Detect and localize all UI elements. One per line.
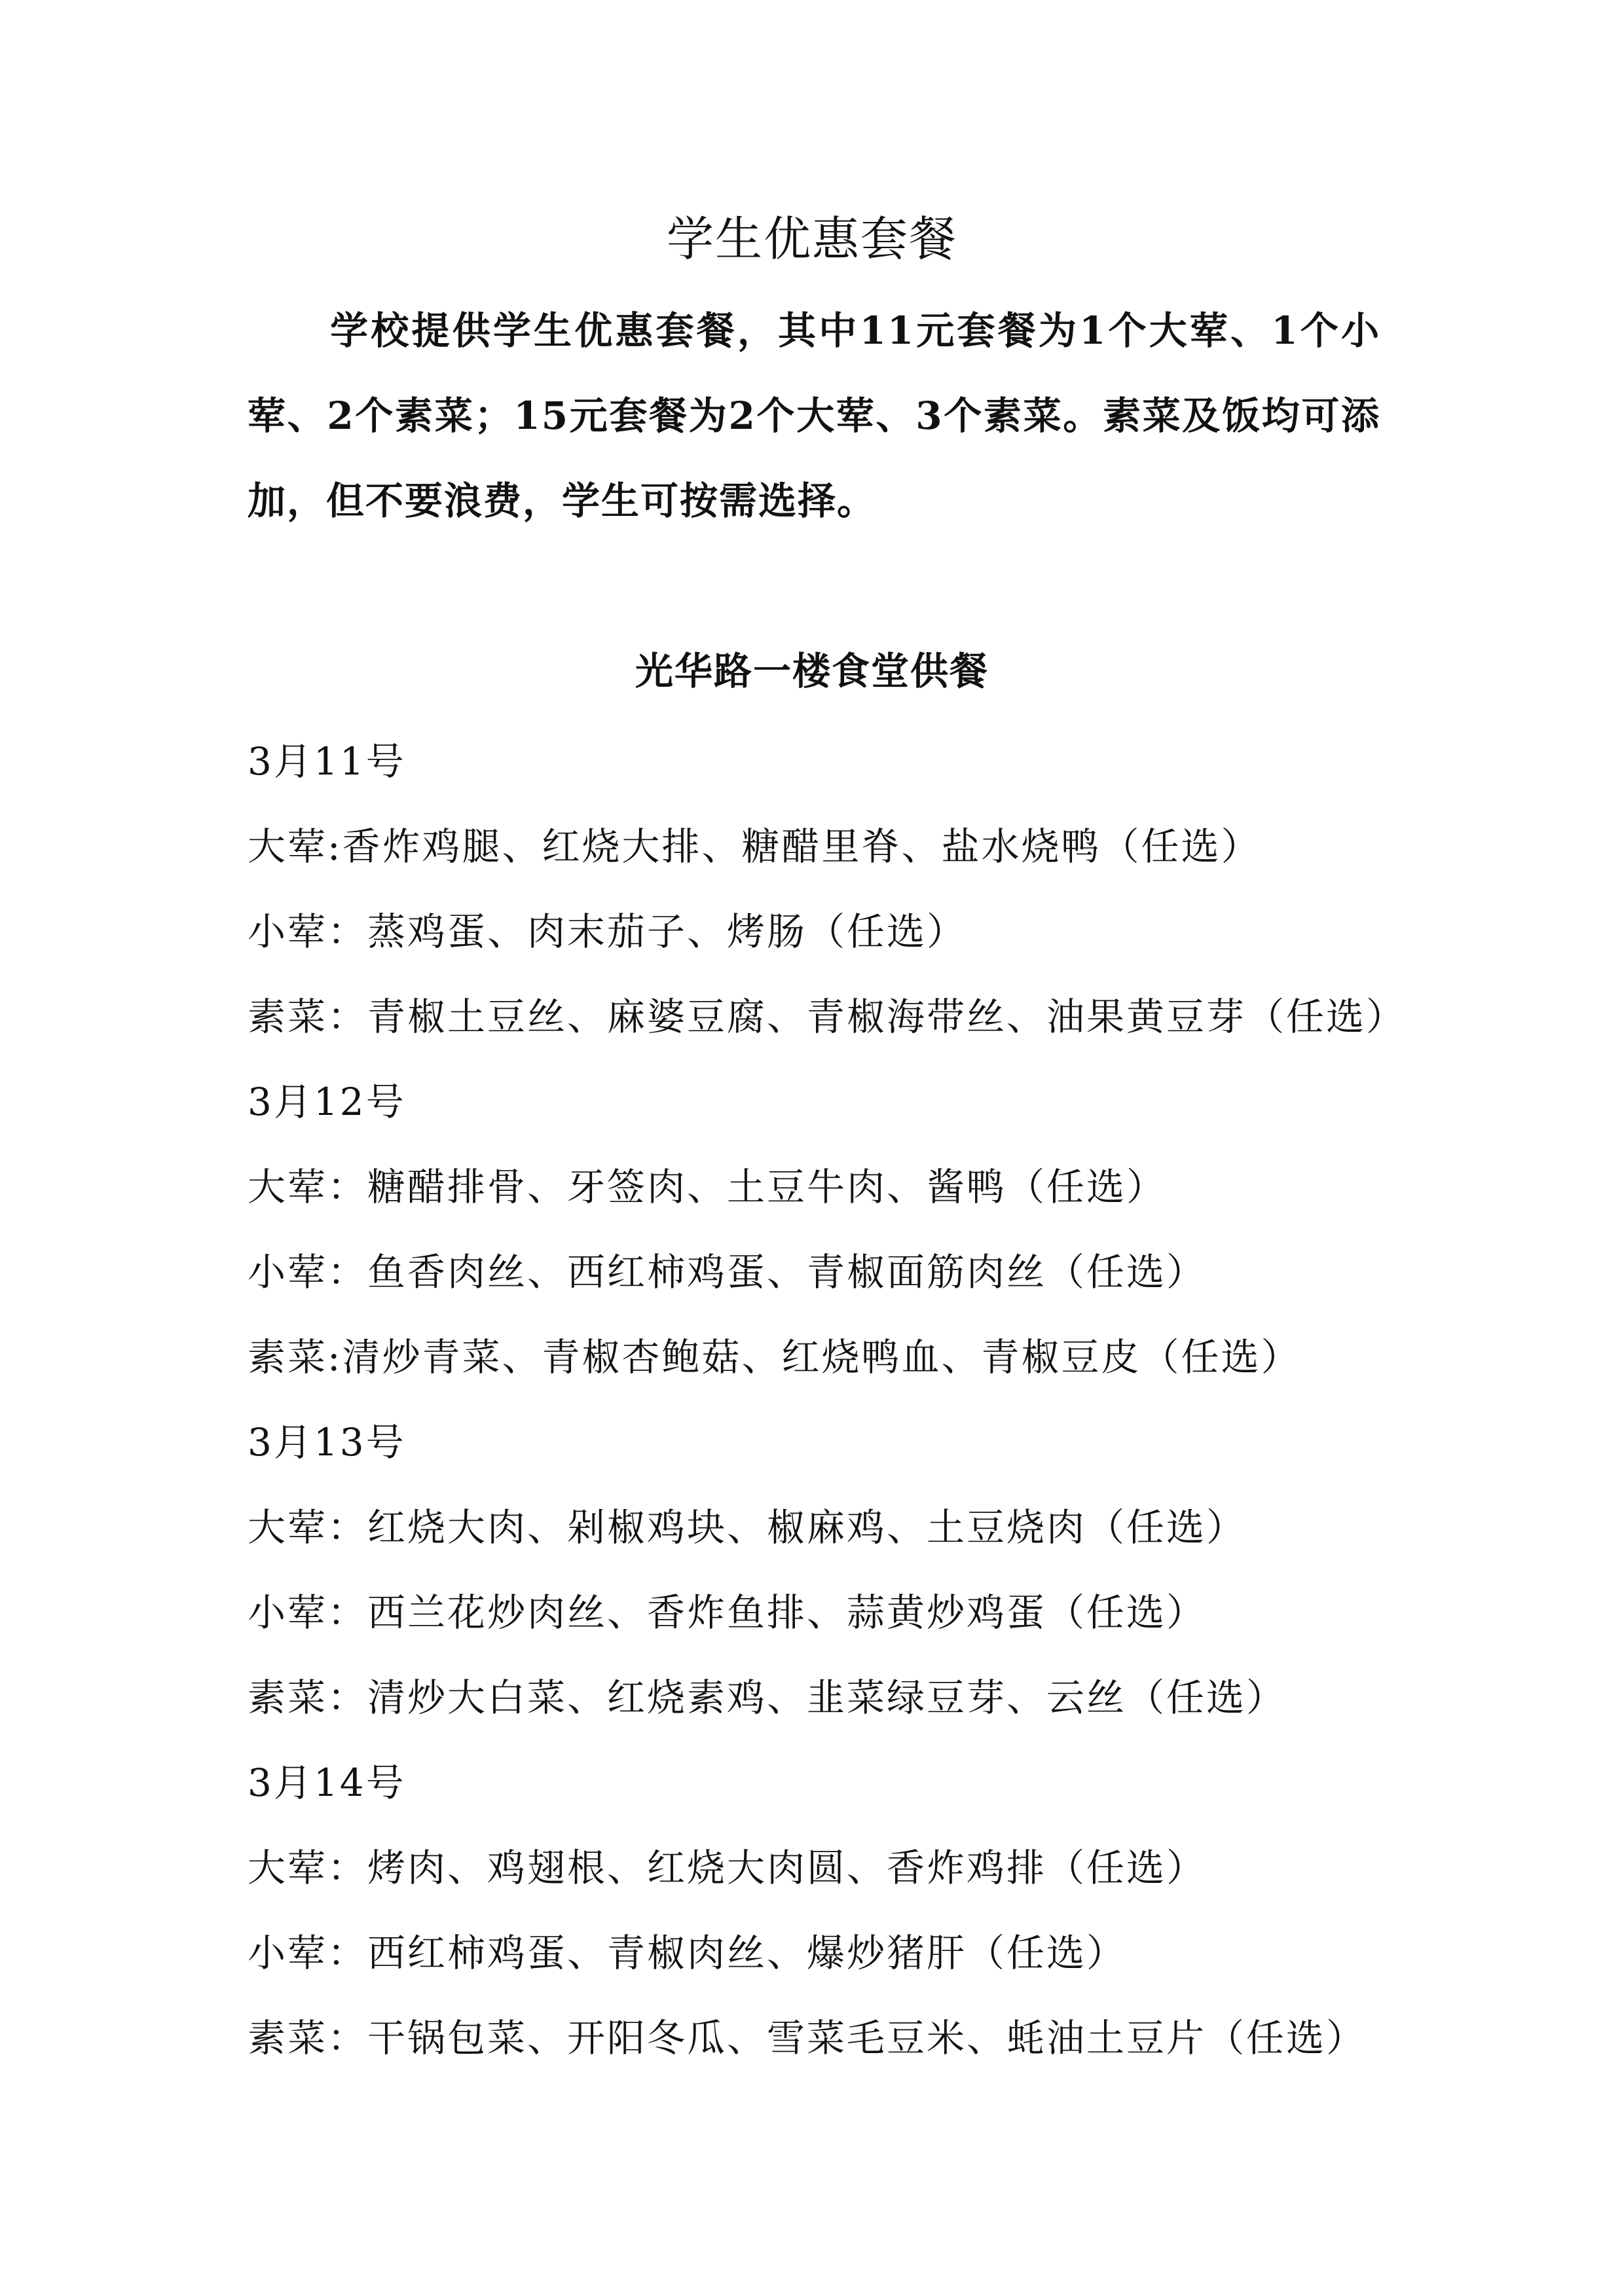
small-meat-line: 小荤：西红柿鸡蛋、青椒肉丝、爆炒猪肝（任选）	[248, 1931, 1127, 1975]
small-meat-line: 小荤：鱼香肉丝、西红柿鸡蛋、青椒面筋肉丝（任选）	[248, 1250, 1207, 1294]
vegetable-line: 素菜：清炒大白菜、红烧素鸡、韭菜绿豆芽、云丝（任选）	[248, 1675, 1287, 1720]
vegetable-line: 素菜：青椒土豆丝、麻婆豆腐、青椒海带丝、油果黄豆芽（任选）	[248, 994, 1407, 1039]
small-meat-line: 小荤：西兰花炒肉丝、香炸鱼排、蒜黄炒鸡蛋（任选）	[248, 1590, 1207, 1635]
day-menu-mar-14	[248, 1740, 1426, 2081]
menu-list	[248, 719, 1426, 2081]
day-date: 3月12号	[248, 1080, 406, 1124]
day-date: 3月11号	[248, 739, 406, 784]
day-menu-mar-12	[248, 1059, 1426, 1400]
day-date: 3月14号	[248, 1760, 406, 1805]
big-meat-line: 大荤：烤肉、鸡翅根、红烧大肉圆、香炸鸡排（任选）	[248, 1846, 1207, 1890]
big-meat-line: 大荤：糖醋排骨、牙签肉、土豆牛肉、酱鸭（任选）	[248, 1165, 1167, 1209]
vegetable-line: 素菜：干锅包菜、开阳冬瓜、雪菜毛豆米、蚝油土豆片（任选）	[248, 2016, 1367, 2060]
page-title: 学生优惠套餐	[666, 211, 957, 266]
small-meat-line: 小荤：蒸鸡蛋、肉末茄子、烤肠（任选）	[248, 909, 967, 954]
big-meat-line: 大荤：红烧大肉、剁椒鸡块、椒麻鸡、土豆烧肉（任选）	[248, 1505, 1247, 1550]
vegetable-line: 素菜:清炒青菜、青椒杏鲍菇、红烧鸭血、青椒豆皮（任选）	[248, 1335, 1301, 1379]
day-menu-mar-13	[248, 1400, 1426, 1740]
section-title: 光华路一楼食堂供餐	[635, 649, 989, 693]
big-meat-line: 大荤:香炸鸡腿、红烧大排、糖醋里脊、盐水烧鸭（任选）	[248, 824, 1261, 869]
intro-paragraph	[248, 288, 1380, 543]
intro-text: 学校提供学生优惠套餐，其中11元套餐为1个大荤、1个小荤、2个素菜；15元套餐为2个大荤、3个素菜。素菜及饭均可添加，但不要浪费，学生可按需选择。	[248, 308, 1380, 523]
day-menu-mar-11	[248, 719, 1426, 1059]
day-date: 3月13号	[248, 1420, 406, 1465]
